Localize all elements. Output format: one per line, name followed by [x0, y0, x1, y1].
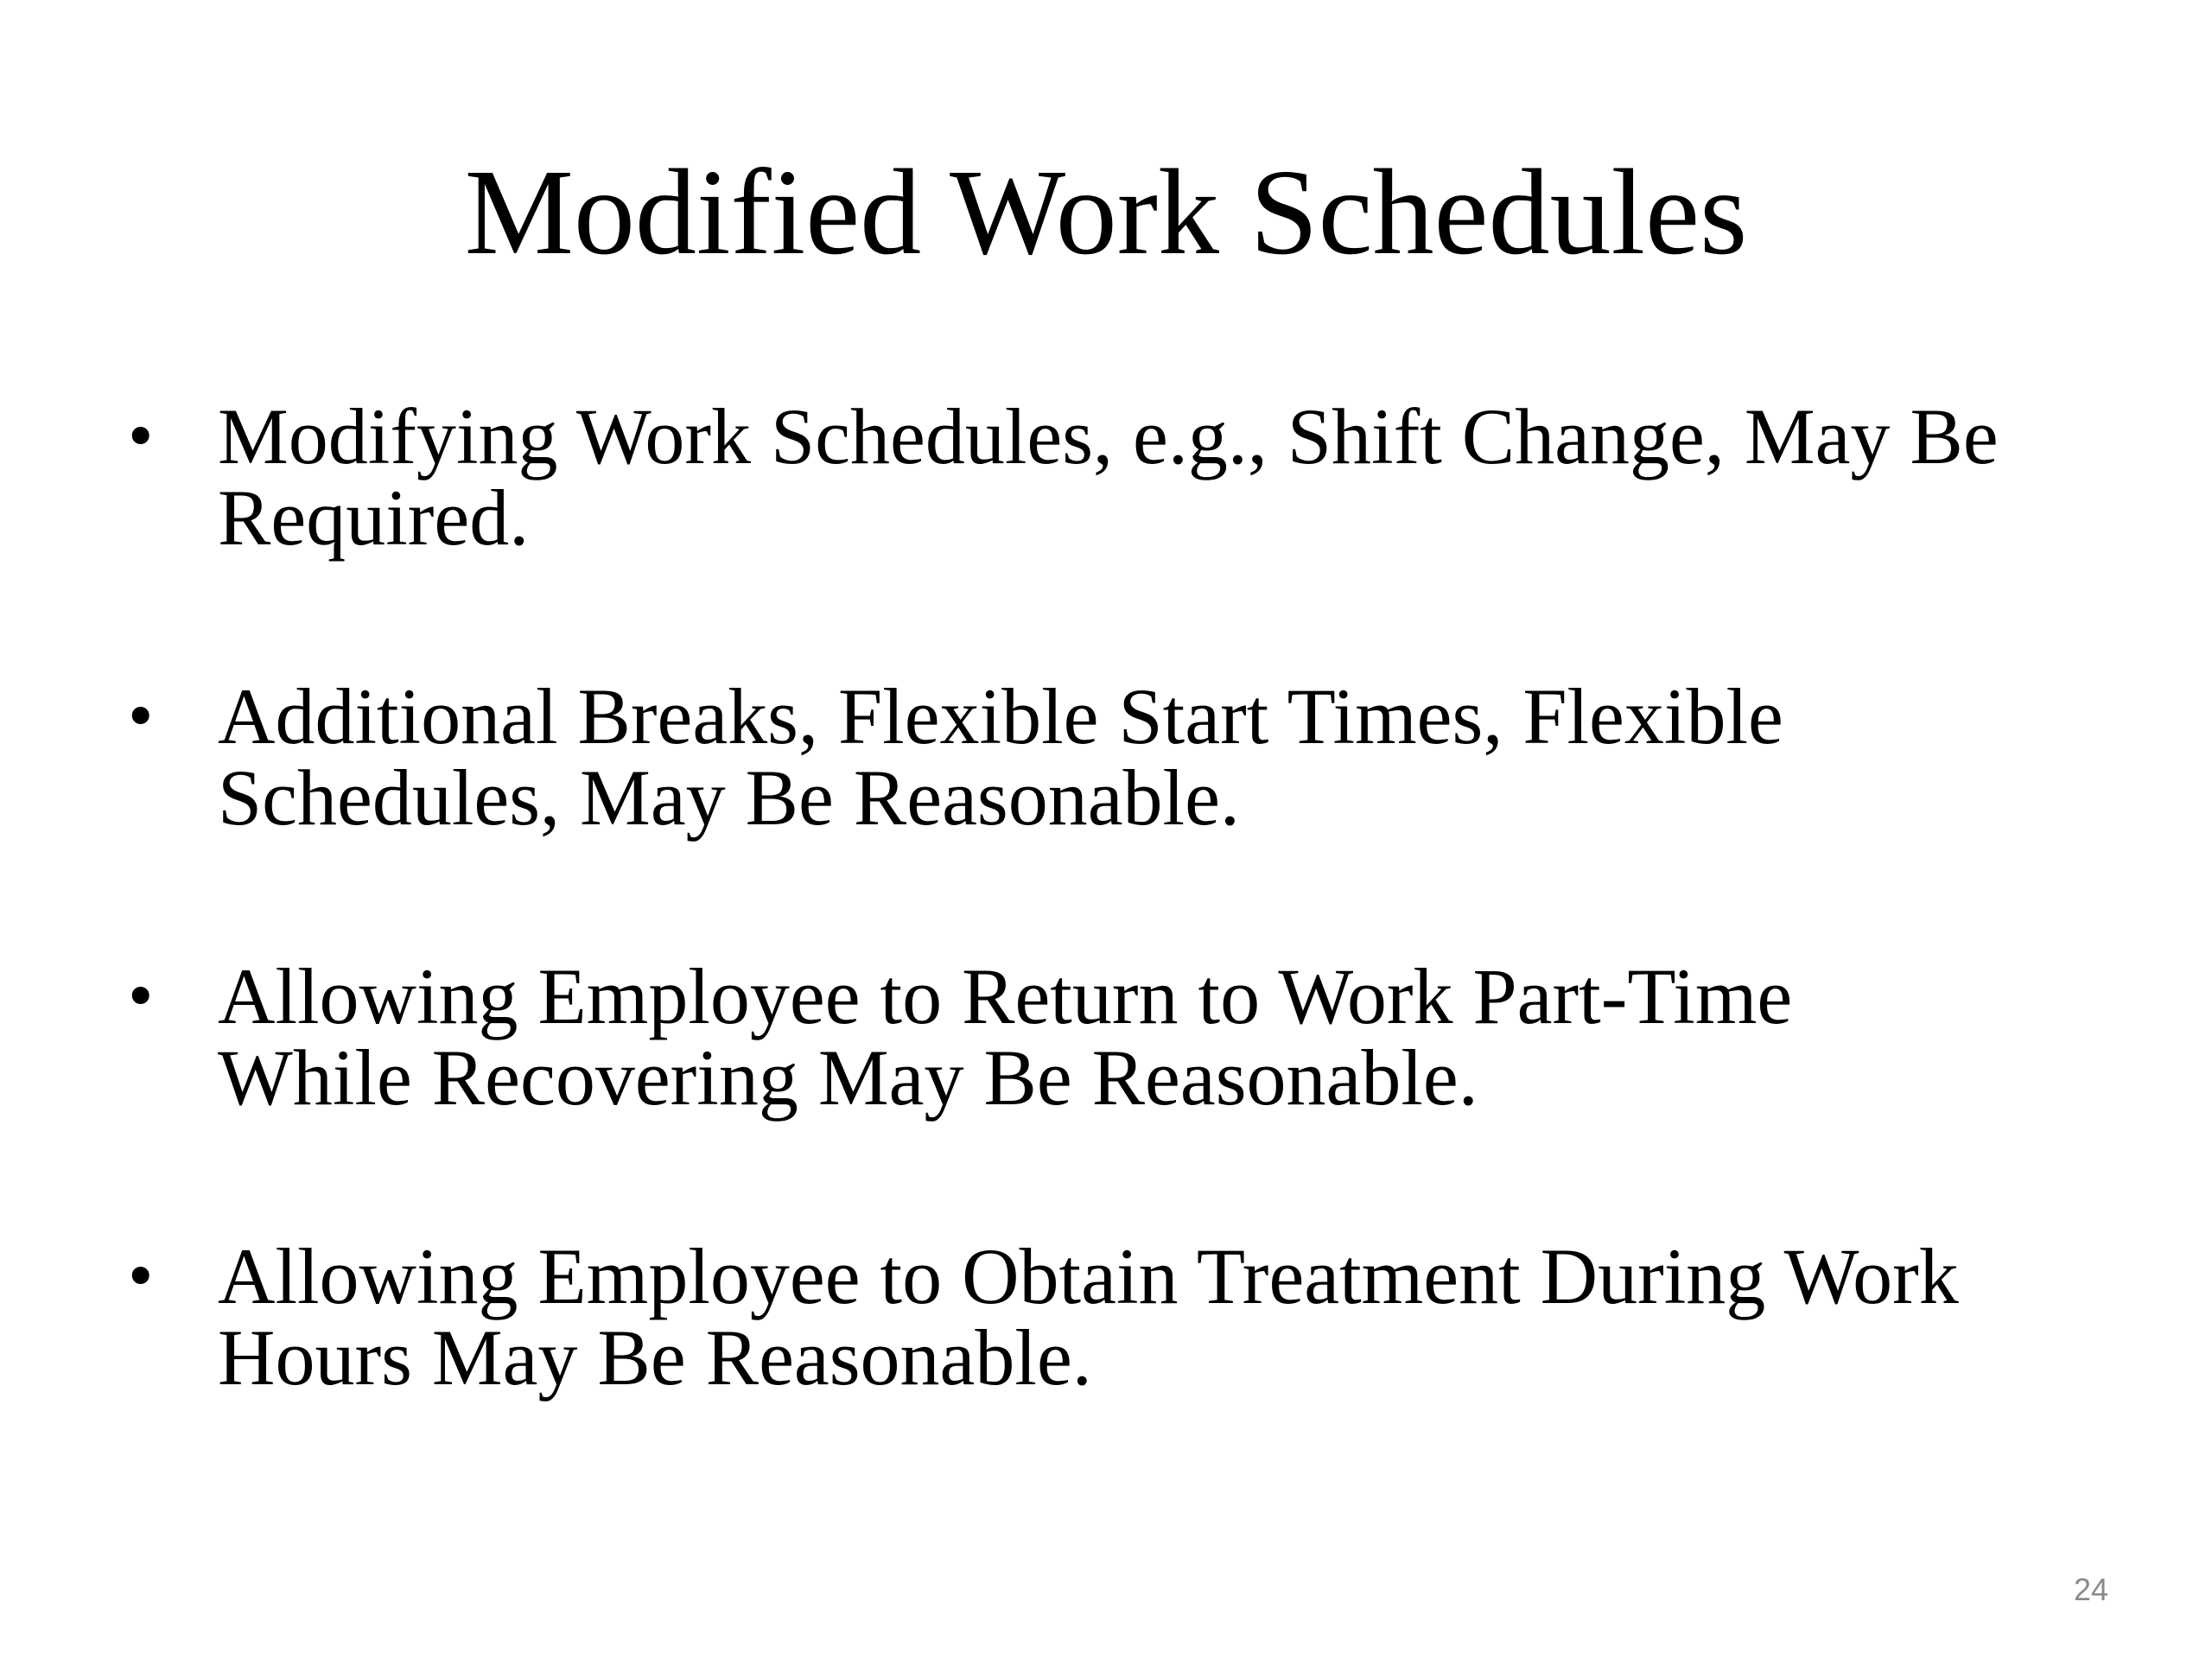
slide-number: 24 [2073, 1572, 2108, 1607]
bullet-line: Additional Breaks, Flexible Start Times, Flexible [218, 672, 1783, 760]
bullet-line: Hours May Be Reasonable. [218, 1313, 1092, 1402]
bullet-line: Allowing Employee to Obtain Treatment During Work [218, 1232, 1959, 1320]
bullet-line: Required. [218, 474, 530, 562]
bullet-icon: • [128, 1236, 154, 1316]
bullet-item [128, 952, 2115, 1128]
bullet-item [128, 672, 2115, 849]
slide-title: Modified Work Schedules [464, 143, 1748, 280]
bullet-icon: • [128, 956, 154, 1036]
bullet-line: Modifying Work Schedules, e.g., Shift Change, May Be [218, 392, 1999, 480]
bullet-line: Allowing Employee to Return to Work Part-Time [218, 952, 1793, 1040]
bullet-icon: • [128, 676, 154, 756]
bullet-icon: • [128, 396, 154, 476]
bullet-item [128, 1232, 2115, 1408]
bullet-text [218, 1232, 2119, 1402]
bullet-line: Schedules, May Be Reasonable. [218, 753, 1240, 842]
bullet-text [218, 392, 2119, 562]
bullet-line: While Recovering May Be Reasonable. [218, 1033, 1478, 1122]
bullet-text [218, 672, 2119, 842]
bullet-text [218, 952, 2119, 1122]
bullet-item [128, 392, 2115, 569]
